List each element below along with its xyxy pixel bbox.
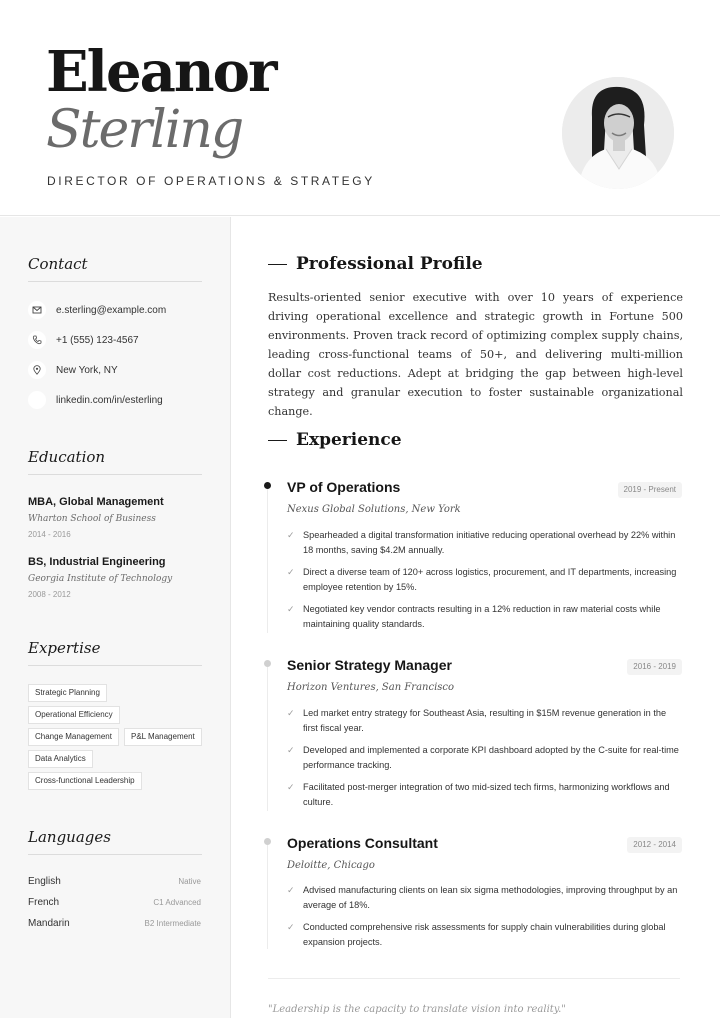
contact-location (28, 361, 118, 379)
section-dash (268, 440, 287, 441)
experience-heading: Experience (296, 430, 402, 450)
contact-linkedin[interactable] (28, 391, 163, 409)
location-pin-icon (28, 361, 46, 379)
job-bullet (287, 565, 679, 595)
education-years: 2014 - 2016 (28, 530, 71, 539)
job-bullet-text: Conducted comprehensive risk assessments for supply chain vulnerabilities during global expansion projects. (303, 922, 666, 947)
job-bullet (287, 602, 679, 632)
expertise-tag: Operational Efficiency (28, 706, 120, 724)
checkmark-icon: ✓ (287, 885, 295, 895)
linkedin-icon (28, 391, 46, 409)
contact-linkedin-text: linkedin.com/in/esterling (56, 394, 163, 406)
education-degree: BS, Industrial Engineering (28, 556, 166, 568)
language-name: French (28, 897, 60, 908)
divider (28, 665, 202, 666)
checkmark-icon: ✓ (287, 782, 295, 792)
job-bullet (287, 706, 679, 736)
education-school: Wharton School of Business (28, 514, 156, 524)
education-heading: Education (28, 448, 106, 466)
language-level: Native (178, 877, 201, 886)
checkmark-icon: ✓ (287, 745, 295, 755)
job-company: Nexus Global Solutions, New York (287, 504, 461, 515)
contact-location-text: New York, NY (56, 364, 118, 376)
job-company: Deloitte, Chicago (287, 860, 375, 871)
timeline-line (267, 489, 268, 633)
job-bullet-text: Developed and implemented a corporate KPI dashboard adopted by the C-suite for real-time performance tracking. (303, 745, 679, 770)
education-school: Georgia Institute of Technology (28, 574, 173, 584)
expertise-tag: Strategic Planning (28, 684, 107, 702)
expertise-tag: Cross-functional Leadership (28, 772, 142, 790)
language-level: B2 Intermediate (144, 919, 201, 928)
job-bullet-text: Direct a diverse team of 120+ across logistics, procurement, and IT departments, increasing employee retention by 15%. (303, 567, 677, 592)
contact-email-text: e.sterling@example.com (56, 304, 167, 316)
sidebar (0, 217, 231, 1018)
avatar (562, 77, 674, 189)
job-bullet (287, 743, 679, 773)
footer-quote: "Leadership is the capacity to translate vision into reality." (268, 1004, 566, 1015)
job-bullet-text: Advised manufacturing clients on lean six sigma methodologies, improving throughput by an average of 18%. (303, 885, 678, 910)
timeline-line (267, 667, 268, 811)
job-role: Operations Consultant (287, 835, 438, 851)
checkmark-icon: ✓ (287, 530, 295, 540)
job-bullet (287, 528, 679, 558)
job-bullet-text: Spearheaded a digital transformation initiative reducing operational overhead by 22% within 18 months, saving $4.2M annually. (303, 530, 676, 555)
timeline-dot (264, 660, 271, 667)
job-bullet (287, 920, 679, 950)
checkmark-icon: ✓ (287, 708, 295, 718)
job-dates: 2019 - Present (618, 482, 682, 498)
contact-heading: Contact (28, 255, 88, 273)
resume-header (0, 0, 720, 216)
checkmark-icon: ✓ (287, 922, 295, 932)
language-name: Mandarin (28, 918, 70, 929)
job-bullet (287, 780, 679, 810)
checkmark-icon: ✓ (287, 604, 295, 614)
timeline-dot (264, 838, 271, 845)
checkmark-icon: ✓ (287, 567, 295, 577)
expertise-tag: Data Analytics (28, 750, 93, 768)
job-bullet-text: Facilitated post-merger integration of two mid-sized tech firms, harmonizing workflows and culture. (303, 782, 670, 807)
job-bullet-text: Led market entry strategy for Southeast Asia, resulting in $15M revenue generation in the first fiscal year. (303, 708, 667, 733)
job-role: Senior Strategy Manager (287, 657, 452, 673)
timeline-line (267, 845, 268, 949)
language-name: English (28, 876, 61, 887)
divider (268, 978, 680, 979)
last-name: Sterling (46, 100, 243, 160)
job-role: VP of Operations (287, 479, 401, 495)
expertise-tag: Change Management (28, 728, 119, 746)
expertise-tag: P&L Management (124, 728, 202, 746)
job-title: DIRECTOR OF OPERATIONS & STRATEGY (47, 174, 375, 188)
contact-email[interactable] (28, 301, 166, 319)
contact-phone-text: +1 (555) 123-4567 (56, 334, 139, 346)
education-degree: MBA, Global Management (28, 496, 164, 508)
profile-heading: Professional Profile (296, 254, 483, 274)
profile-text: Results-oriented senior executive with over 10 years of experience driving operational excellence and strategic growth in Fortune 500 environments. Proven track record of optimizing complex supply chains, leading cross-functional teams of 50+, and delivering multi-million dollar cost reductions. Adept at bridging the gap between high-level strategy and granular execution to foster sustainable organizational change. (268, 291, 683, 418)
phone-icon (28, 331, 46, 349)
education-years: 2008 - 2012 (28, 590, 71, 599)
divider (28, 281, 202, 282)
mail-icon (28, 301, 46, 319)
contact-phone[interactable] (28, 331, 139, 349)
job-company: Horizon Ventures, San Francisco (287, 682, 455, 693)
divider (28, 854, 202, 855)
timeline-dot (264, 482, 271, 489)
section-dash (268, 264, 287, 265)
job-bullet-text: Negotiated key vendor contracts resulting in a 12% reduction in raw material costs while maintaining quality standards. (303, 604, 661, 629)
divider (28, 474, 202, 475)
job-dates: 2016 - 2019 (627, 659, 682, 675)
language-level: C1 Advanced (153, 898, 201, 907)
job-bullet (287, 883, 679, 913)
first-name: Eleanor (46, 39, 276, 105)
expertise-heading: Expertise (28, 639, 101, 657)
languages-heading: Languages (28, 828, 111, 846)
job-dates: 2012 - 2014 (627, 837, 682, 853)
